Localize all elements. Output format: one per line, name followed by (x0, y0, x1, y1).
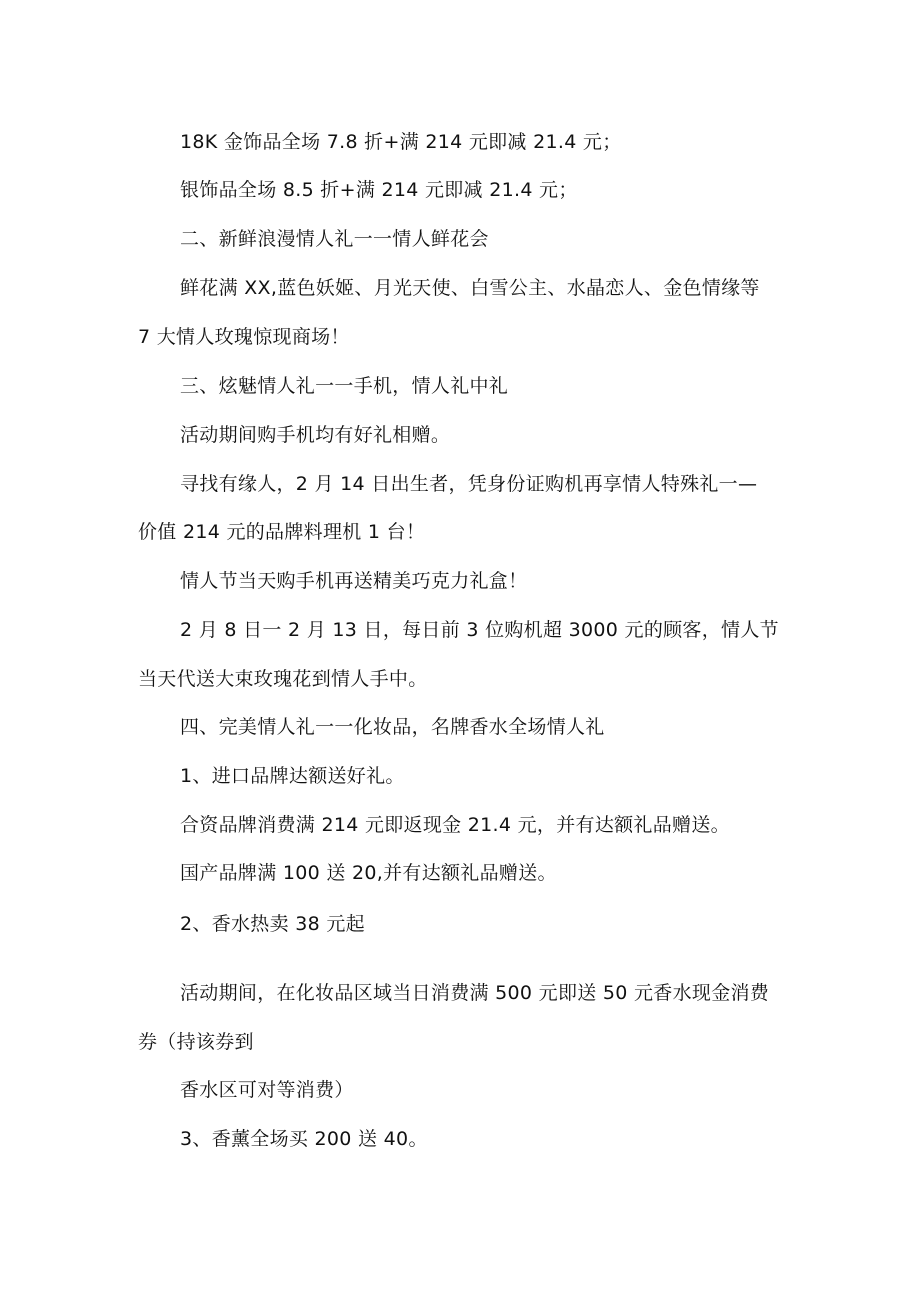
text-line-flowers-cont: 7 大情人玫瑰惊现商场！ (138, 326, 350, 348)
text-line-imported-brands: 1、进口品牌达额送好礼。 (180, 765, 405, 787)
text-line-joint-venture-brands: 合资品牌消费满 214 元即返现金 21.4 元，并有达额礼品赠送。 (180, 814, 730, 836)
text-line-aroma-offer: 3、香薰全场买 200 送 40。 (180, 1128, 428, 1150)
text-line-flowers: 鲜花满 XX,蓝色妖姬、月光天使、白雪公主、水晶恋人、金色情缘等 (180, 277, 760, 299)
text-line-voucher-offer: 活动期间，在化妆品区域当日消费满 500 元即送 50 元香水现金消费 (180, 982, 770, 1004)
text-line-roses-offer: 2 月 8 日一 2 月 13 日，每日前 3 位购机超 3000 元的顾客，情人节 (180, 619, 779, 641)
text-line-silver-jewelry: 银饰品全场 8.5 折+满 214 元即减 21.4 元； (180, 179, 578, 201)
text-line-voucher-offer-cont: 券（持该券到 (138, 1031, 254, 1053)
text-line-roses-offer-cont: 当天代送大束玫瑰花到情人手中。 (138, 668, 428, 690)
text-line-domestic-brands: 国产品牌满 100 送 20,并有达额礼品赠送。 (180, 862, 557, 884)
text-line-birthday-offer: 寻找有缘人，2 月 14 日出生者，凭身份证购机再享情人特殊礼一— (180, 473, 758, 495)
text-line-chocolate: 情人节当天购手机再送精美巧克力礼盒！ (180, 570, 528, 592)
text-line-birthday-offer-cont: 价值 214 元的品牌料理机 1 台！ (138, 521, 426, 543)
section-heading-phones: 三、炫魅情人礼一一手机，情人礼中礼 (180, 375, 509, 397)
section-heading-cosmetics: 四、完美情人礼一一化妆品，名牌香水全场情人礼 (180, 716, 605, 738)
text-line-voucher-usage: 香水区可对等消费） (180, 1079, 354, 1101)
text-line-perfume-sale: 2、香水热卖 38 元起 (180, 913, 365, 935)
text-line-phone-gifts: 活动期间购手机均有好礼相赠。 (180, 424, 451, 446)
section-heading-flowers: 二、新鲜浪漫情人礼一一情人鲜花会 (180, 228, 489, 250)
text-line-gold-jewelry: 18K 金饰品全场 7.8 折+满 214 元即减 21.4 元； (180, 131, 622, 153)
